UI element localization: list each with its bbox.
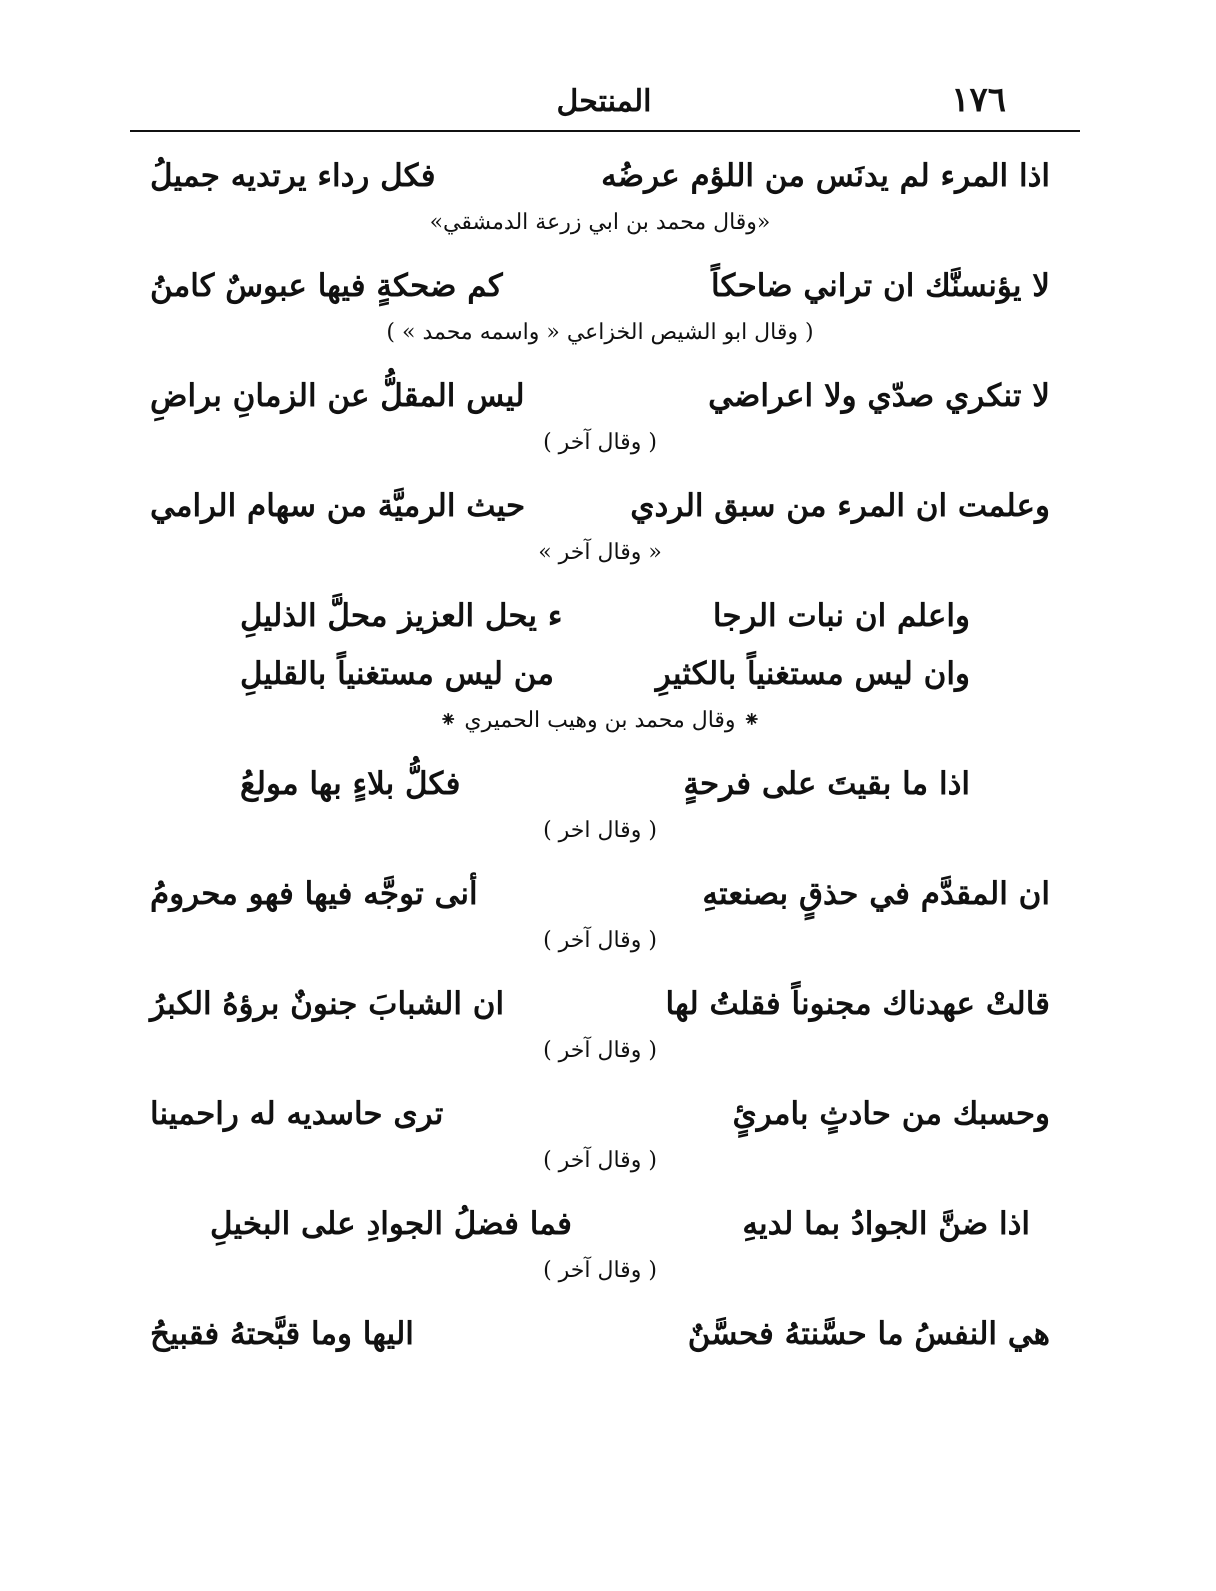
page-header (130, 78, 1078, 130)
verse-line (150, 264, 1050, 308)
verse-line (150, 594, 1050, 638)
attribution-line: ⁕ وقال محمد بن وهيب الحميري ⁕ (439, 708, 761, 733)
verse-first-hemistich: لا تنكري صدّي ولا اعراضي (708, 378, 1050, 414)
attribution-line: « وقال آخر » (538, 540, 662, 565)
verse-line (150, 1092, 1050, 1136)
verse-line (150, 1312, 1050, 1356)
verse-line (150, 374, 1050, 418)
verse-line (150, 982, 1050, 1026)
attribution-line: ( وقال آخر ) (543, 430, 657, 455)
verse-first-hemistich: هي النفسُ ما حسَّنتهُ فحسَّنٌ (687, 1316, 1050, 1352)
attribution-line: ( وقال آخر ) (543, 1148, 657, 1173)
verse-line (150, 154, 1050, 198)
attribution-line: ( وقال ابو الشيص الخزاعي « واسمه محمد » ) (386, 320, 814, 345)
verse-line (150, 872, 1050, 916)
verse-first-hemistich: وعلمت ان المرء من سبق الردي (630, 488, 1050, 524)
verse-first-hemistich: لا يؤنسنَّك ان تراني ضاحكاً (711, 268, 1050, 304)
attribution-line: ( وقال آخر ) (543, 1258, 657, 1283)
verse-second-hemistich: ليس المقلُّ عن الزمانِ براضِ (150, 378, 525, 414)
verse-second-hemistich: كم ضحكةٍ فيها عبوسٌ كامنُ (150, 268, 503, 304)
attribution-line: ( وقال آخر ) (543, 928, 657, 953)
verse-second-hemistich: ان الشبابَ جنونٌ برؤهُ الكبرُ (150, 986, 505, 1022)
verse-first-hemistich: اذا ضنَّ الجوادُ بما لديهِ (742, 1206, 1030, 1242)
verse-second-hemistich: ترى حاسديه له راحمينا (150, 1096, 444, 1132)
poem-body (150, 140, 1050, 1356)
verse-line (150, 652, 1050, 696)
verse-first-hemistich: ان المقدَّم في حذقٍ بصنعتهِ (702, 876, 1050, 912)
running-title: المنتحل (556, 84, 652, 119)
verse-line (150, 762, 1050, 806)
verse-first-hemistich: وحسبك من حادثٍ بامرئٍ (732, 1096, 1050, 1132)
verse-second-hemistich: من ليس مستغنياً بالقليلِ (240, 656, 554, 692)
header-rule (130, 130, 1080, 132)
verse-first-hemistich: وان ليس مستغنياً بالكثيرِ (655, 656, 970, 692)
verse-first-hemistich: اذا ما بقيتَ على فرحةٍ (683, 766, 970, 802)
attribution-line: «وقال محمد بن ابي زرعة الدمشقي» (429, 210, 771, 235)
attribution-line: ( وقال اخر ) (543, 818, 657, 843)
verse-second-hemistich: أنى توجَّه فيها فهو محرومُ (150, 876, 478, 912)
page-number: ١٧٦ (951, 80, 1006, 120)
verse-first-hemistich: اذا المرء لم يدنَس من اللؤم عرضُه (601, 158, 1050, 194)
verse-second-hemistich: حيث الرميَّة من سهام الرامي (150, 488, 526, 524)
verse-line (150, 484, 1050, 528)
verse-first-hemistich: قالتْ عهدناك مجنوناً فقلتُ لها (665, 986, 1050, 1022)
verse-second-hemistich: اليها وما قبَّحتهُ فقبيحُ (150, 1316, 414, 1352)
verse-first-hemistich: واعلم ان نبات الرجا (712, 598, 970, 634)
attribution-line: ( وقال آخر ) (543, 1038, 657, 1063)
verse-second-hemistich: فكل رداء يرتديه جميلُ (150, 158, 436, 194)
verse-second-hemistich: ء يحل العزيز محلَّ الذليلِ (240, 598, 563, 634)
verse-second-hemistich: فكلُّ بلاءٍ بها مولعُ (240, 766, 461, 802)
verse-line (150, 1202, 1050, 1246)
verse-second-hemistich: فما فضلُ الجوادِ على البخيلِ (210, 1206, 572, 1242)
